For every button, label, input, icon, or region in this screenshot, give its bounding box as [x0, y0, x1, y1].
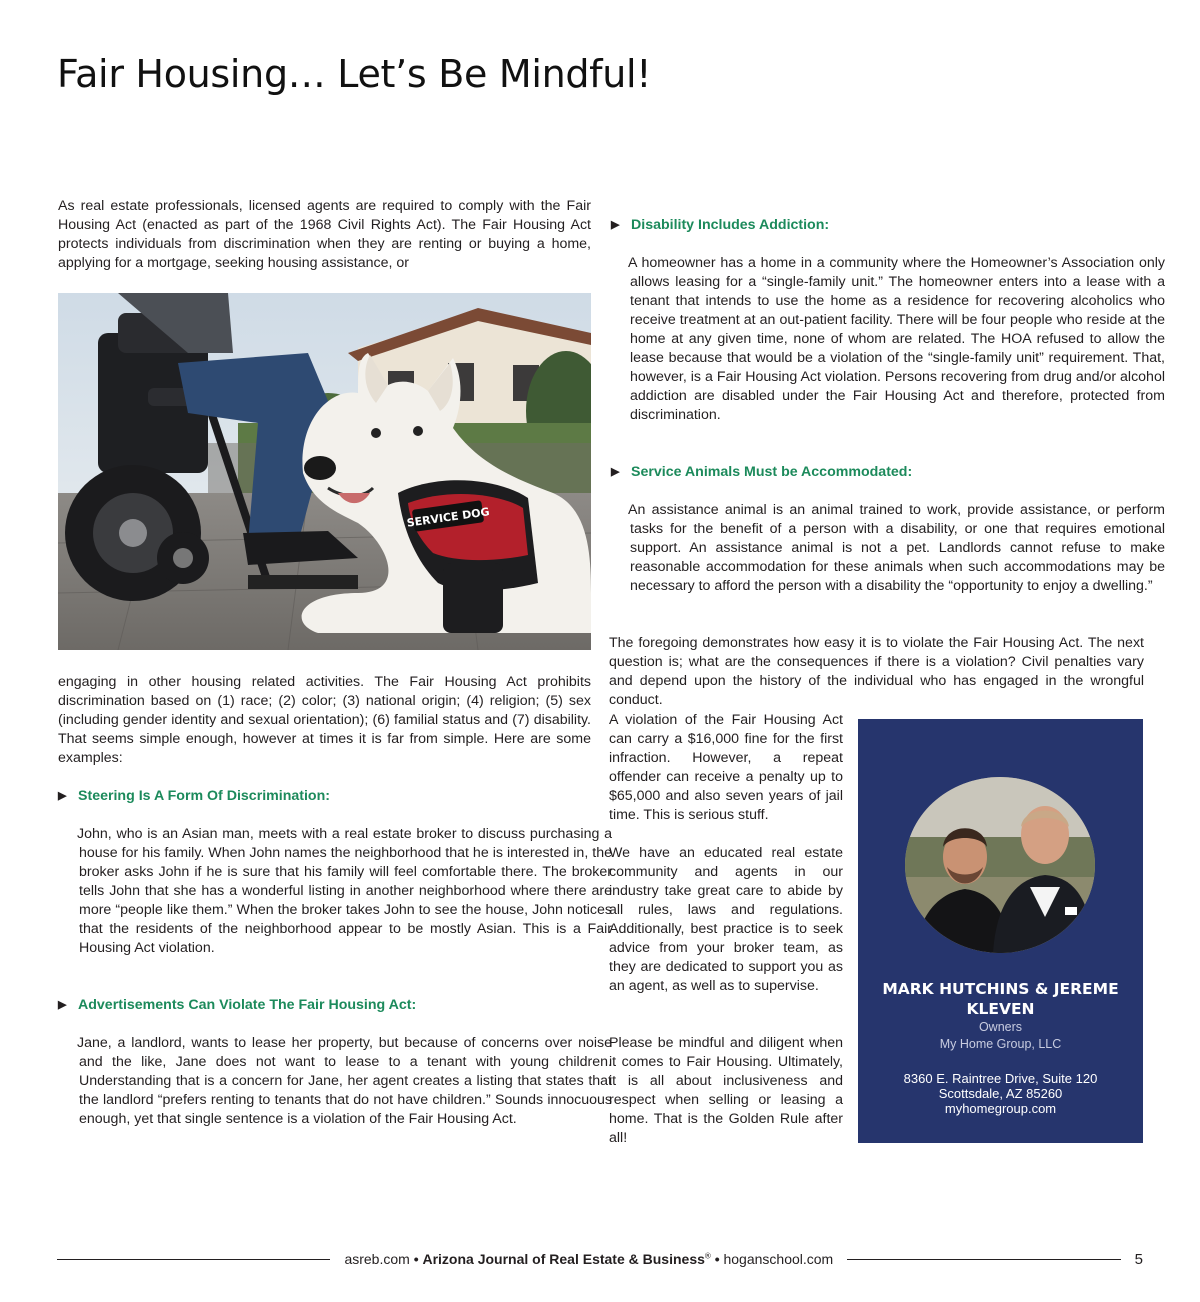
owners-portrait	[905, 777, 1095, 953]
company-website[interactable]: myhomegroup.com	[944, 1101, 1057, 1116]
intro-continued: engaging in other housing related activities. The Fair Housing Act prohibits discrimination based on (1) race; (2) color; (3) national origin; (4) religion; (5) sex (including gender identity and sexual orientation); (6) familial status and (7) disability. That seems simple enough, however at times it is far from simple. Here are some examples:	[58, 674, 591, 766]
footer-journal-name: Arizona Journal of Real Estate & Business	[422, 1251, 705, 1267]
service-dog-photo	[58, 293, 591, 650]
triangle-bullet-icon: ▶	[58, 790, 67, 802]
closing-paragraph: Please be mindful and diligent when it comes to Fair Housing. Ultimately, it is all about inclusiveness and respect when selling or leasing a home. That is the Golden Rule after all!	[609, 1035, 843, 1146]
footer-publication	[330, 1251, 847, 1267]
disability-heading-text: Disability Includes Addiction:	[631, 217, 830, 233]
intro-paragraph: As real estate professionals, licensed agents are required to comply with the Fair Housing Act (enacted as part of the 1968 Civil Rights Act). The Fair Housing Act protects individuals from discrimination when they are renting or buying a home, applying for a mortgage, seeking housing assistance, or	[58, 198, 591, 271]
triangle-bullet-icon: ▶	[611, 219, 620, 231]
address-line-1: 8360 E. Raintree Drive, Suite 120	[903, 1071, 1098, 1086]
advertisements-heading-text: Advertisements Can Violate The Fair Housing Act:	[78, 997, 417, 1013]
footer-rule-left	[57, 1259, 330, 1260]
article-title: Fair Housing… Let’s Be Mindful!	[57, 52, 652, 96]
company-address	[858, 1071, 1143, 1116]
educated-paragraph: We have an educated real estate community and agents in our industry take great care to abide by all rules, laws and regulations. Additionally, best practice is to seek advice from your broker team, as they are dedicated to support you as an agent, as well as to supervise.	[609, 845, 843, 994]
page-footer	[57, 1249, 1143, 1269]
owner-role: Owners	[978, 1020, 1023, 1034]
consequences-paragraph: The foregoing demonstrates how easy it is to violate the Fair Housing Act. The next question is; what are the consequences if there is a violation? Civil penalties vary and depend upon the history of the individual who has engaged in the wrongful conduct.	[609, 635, 1144, 708]
service-animals-body: An assistance animal is an animal trained to work, provide assistance, or perform tasks for the benefit of a person with a disability, or one that requires emotional support. An assistance animal is not a pet. Landlords cannot refuse to make reasonable accommodation for these animals when such accommodations may be necessary to afford the person with a disability the “opportunity to enjoy a dwelling.”	[628, 502, 1165, 594]
advertisements-body: Jane, a landlord, wants to lease her property, but because of concerns over noise and the like, Jane does not want to lease to a tenant with young children. Understanding that is a concern for Jane, her agent creates a listing that states that the landlord “prefers renting to tenants that do not have children.” Sounds innocuous enough, yet that single sentence is a violation of the Fair Housing Act.	[77, 1035, 612, 1127]
footer-bullet: •	[714, 1251, 720, 1267]
registered-mark: ®	[704, 1251, 711, 1261]
owner-names: MARK HUTCHINS & JEREME KLEVEN	[882, 980, 1119, 1018]
service-animals-heading	[611, 463, 1146, 482]
advertisements-heading	[58, 996, 591, 1015]
triangle-bullet-icon: ▶	[611, 466, 620, 478]
triangle-bullet-icon: ▶	[58, 999, 67, 1011]
footer-site-asreb[interactable]: asreb.com	[344, 1251, 410, 1267]
contact-card	[858, 719, 1143, 1143]
address-line-2: Scottsdale, AZ 85260	[938, 1086, 1063, 1101]
steering-body: John, who is an Asian man, meets with a real estate broker to discuss purchasing a house for his family. When John names the neighborhood that he is interested in, the broker asks John if he is sure that his family will feel comfortable there. The broker tells John that she has a wonderful listing in another neighborhood where there are more “people like them.” When the broker takes John to see the house, John notices that the residents of the neighborhood appear to be mostly Asian. This is a Fair Housing Act violation.	[77, 826, 612, 956]
page-number: 5	[1134, 1250, 1144, 1268]
company-name: My Home Group, LLC	[939, 1037, 1062, 1051]
disability-heading	[611, 216, 1146, 235]
footer-bullet: •	[413, 1251, 419, 1267]
penalty-paragraph: A violation of the Fair Housing Act can carry a $16,000 fine for the first infraction. However, a repeat offender can receive a penalty up to $65,000 and also seven years of jail time. This is serious stuff.	[609, 712, 843, 823]
vest-label: SERVICE DOG	[405, 505, 491, 530]
steering-heading	[58, 787, 591, 806]
service-animals-heading-text: Service Animals Must be Accommodated:	[631, 464, 913, 480]
footer-rule-right	[847, 1259, 1120, 1260]
steering-heading-text: Steering Is A Form Of Discrimination:	[78, 788, 330, 804]
footer-site-hogan[interactable]: hoganschool.com	[723, 1251, 834, 1267]
disability-body: A homeowner has a home in a community where the Homeowner’s Association only allows leasing for a “single-family unit.” The homeowner enters into a lease with a tenant that intends to use the home as a residence for recovering alcoholics who receive treatment at an out-patient facility. There will be four people who reside at the home at any given time, none of whom are related. The HOA refused to allow the lease because that would be a violation of the “single-family unit” requirement. That, however, is a Fair Housing Act violation. Persons recovering from drug and/or alcohol addiction are disabled under the Fair Housing Act and therefore, protected from discrimination.	[628, 255, 1165, 423]
